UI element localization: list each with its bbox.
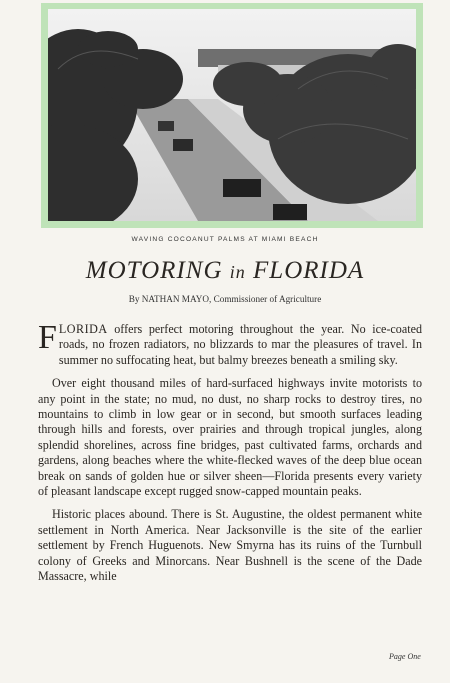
- photo-frame: [41, 3, 423, 228]
- title-florida: FLORIDA: [253, 257, 365, 284]
- photo-caption: WAVING COCOANUT PALMS AT MIAMI BEACH: [131, 236, 319, 243]
- photo-illustration: [48, 9, 416, 221]
- drop-cap: F: [38, 319, 57, 356]
- palm-beach-photo: [48, 9, 416, 221]
- paragraph-2: Over eight thousand miles of hard-surfaced highways invite motorists to any point in the state; no mud, no dust, no sharp rocks to destroy tires, no mountains to climb in low gear or in second, but smooth surfaces leading through hills and forests, over prairies and through tropical jungles, along splendid shorelines, across fine bridges, past cultivated farms, orchards and gardens, along beaches where the white-flecked waves of the deep blue ocean break on sands of golden hue or silver sheen—Florida presents every variety of pleasant landscape except rugged snow-capped mountain peaks.: [38, 376, 422, 499]
- paragraph-1-text: offers perfect motoring throughout the year. No ice-coated roads, no frozen radiators, no blizzards to mar the pleasures of travel. In summer no suffocating heat, but balmy breezes beneath a smiling sky.: [58, 322, 422, 367]
- paragraph-1-lead: LORIDA: [58, 322, 108, 336]
- paragraph-1: [38, 319, 422, 368]
- title-motoring: MOTORING: [85, 257, 223, 284]
- article-title: [0, 257, 450, 285]
- page-number: Page One: [389, 652, 421, 661]
- title-in: in: [229, 262, 246, 282]
- paragraph-3: Historic places abound. There is St. Augustine, the oldest permanent white settlement in North America. Near Jacksonville is the site of the earlier settlement by French Huguenots. New Smyrna has its ruins of the Turnbull colony of Greeks and Minorcans. Near Bushnell is the scene of the Dade Massacre, while: [38, 507, 422, 584]
- article-body: [38, 319, 422, 593]
- byline: By NATHAN MAYO, Commissioner of Agriculture: [128, 294, 322, 304]
